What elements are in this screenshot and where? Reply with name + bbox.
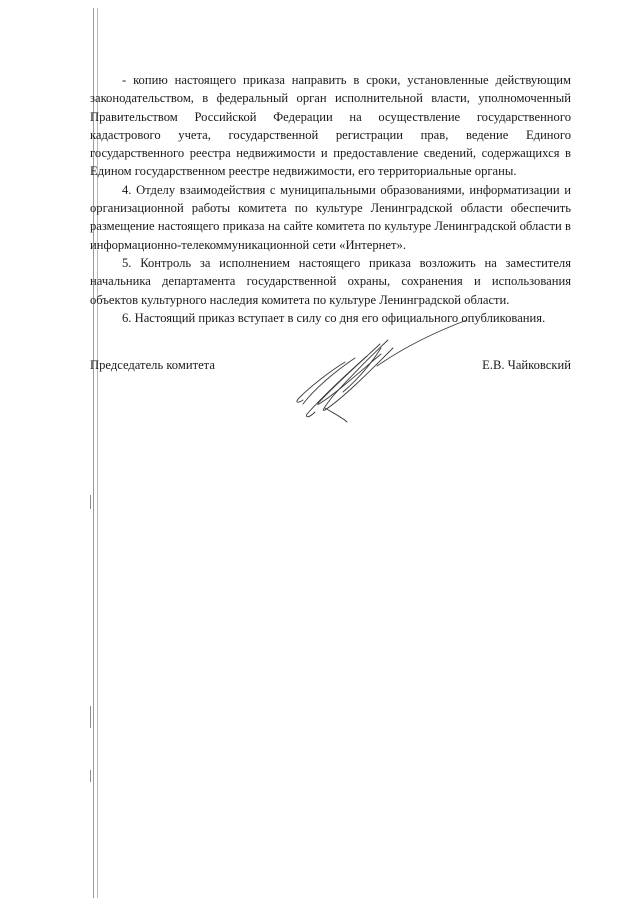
scan-artifact-mark (90, 770, 91, 782)
paragraph-copy-direction: - копию настоящего приказа направить в сроки, установленные действующим законодательством, в федеральный орган исполнительной власти, уполномоченный Правительством Российской Федерации на осуществление государственного кадастрового учета, государственной регистрации прав, ведение Единого государственного реестра недвижимости и предоставление сведений, содержащихся в Едином государственном реестре недвижимости, его территориальные органы. (90, 73, 571, 179)
paragraph-item-4: 4. Отделу взаимодействия с муниципальными образованиями, информатизации и организационной работы комитета по культуре Ленинградской области обеспечить размещение настоящего приказа на сайте комитета по культуре Ленинградской области в информационно-телекоммуникационной сети «Интернет». (90, 182, 571, 252)
paragraph-item-5: 5. Контроль за исполнением настоящего приказа возложить на заместителя начальника департамента государственной охраны, сохранения и использования объектов культурного наследия комитета по культуре Ленинградской области. (90, 255, 571, 307)
signatory-title: Председатель комитета (90, 358, 215, 372)
handwritten-signature (285, 318, 470, 426)
paragraph-item-6: 6. Настоящий приказ вступает в силу со дня его официального опубликования. (122, 310, 546, 325)
scan-artifact-mark (90, 706, 91, 728)
document-body (90, 71, 571, 327)
scan-artifact-mark (90, 495, 91, 509)
signatory-name: Е.В. Чайковский (482, 358, 571, 372)
